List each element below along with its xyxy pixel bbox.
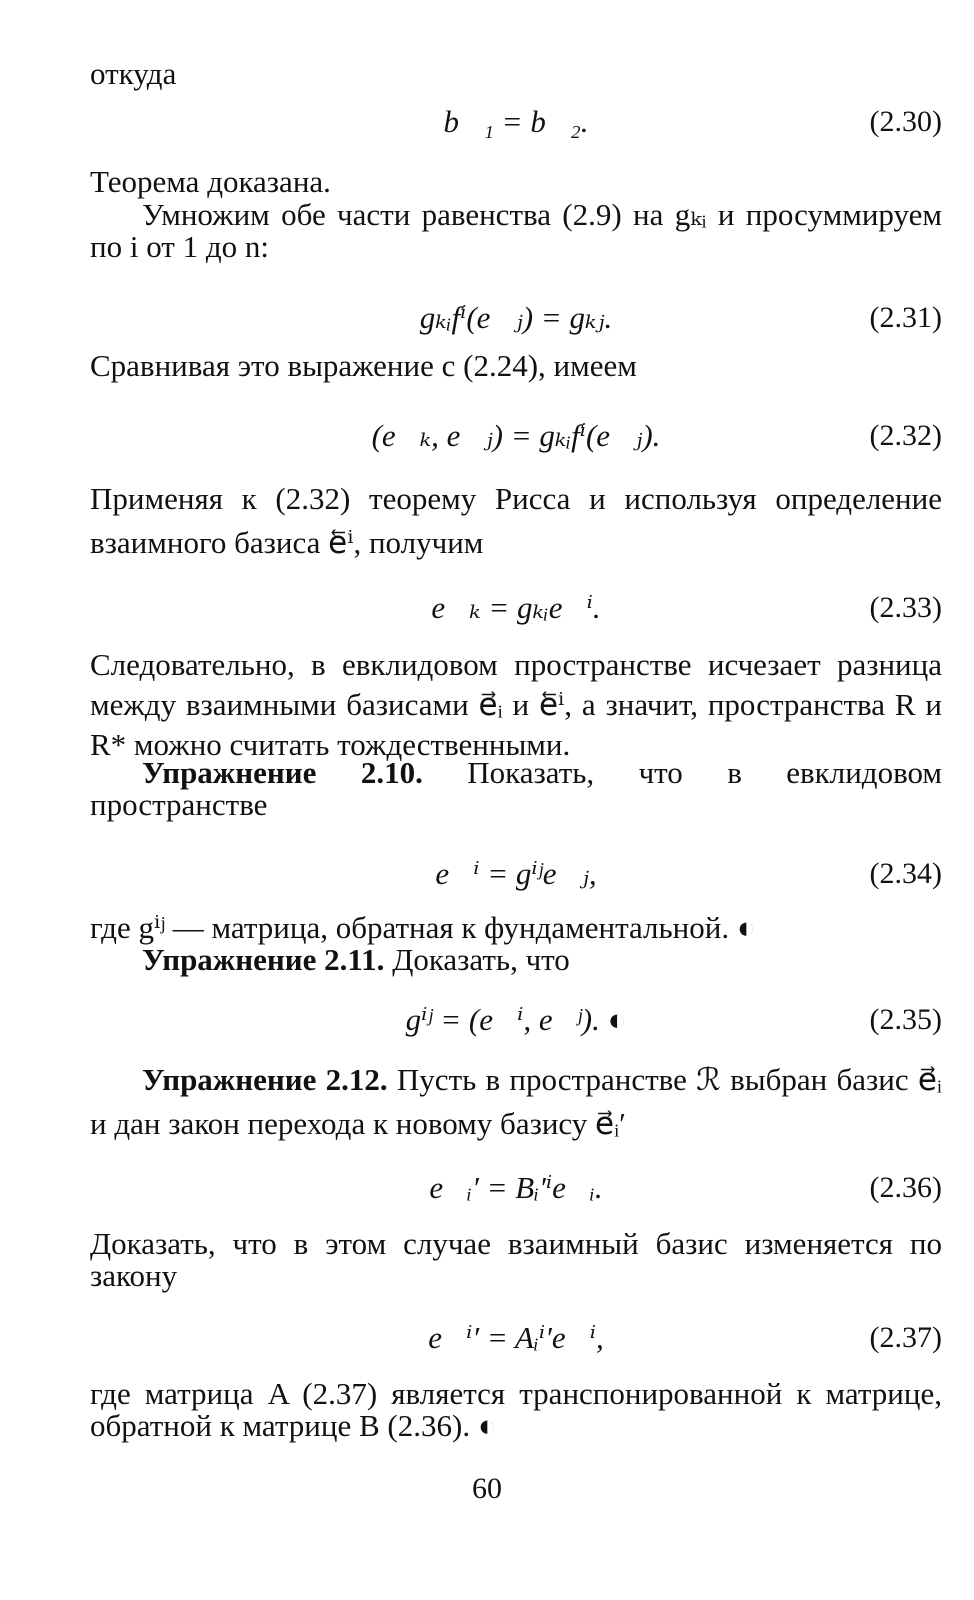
equation-formula: gⁱʲ = (e⃖ⁱ, e⃖ʲ). ◐ [405,1002,627,1037]
equation-2-30 [90,100,942,144]
text-paragraph: Применяя к (2.32) теорему Рисса и используя определение взаимного базиса e⃖ⁱ, получим [90,481,942,560]
equation-2-31 [90,296,942,340]
text-paragraph: Умножим обе части равенства (2.9) на gₖᵢ и просуммируем по i от 1 до n: [90,197,942,264]
exercise-label: Упражнение 2.11. [142,942,385,977]
exercise-text: Пусть в пространстве ℛ выбран базис e⃗ᵢ и дан закон перехода к новому базису e⃗ᵢ′ [90,1062,942,1141]
text-paragraph: Доказать, что в этом случае взаимный базис изменяется по закону [90,1226,942,1293]
text-paragraph: Теорема доказана. [90,164,331,199]
equation-2-36 [90,1166,942,1210]
equation-2-34 [90,852,942,896]
exercise-text: Показать, что в евклидовом пространстве [90,755,943,822]
page-number: 60 [472,1472,502,1505]
text-paragraph: откуда [90,56,177,91]
equation-number: (2.33) [869,591,942,624]
equation-formula: (e⃗ₖ, e⃗ⱼ) = gₖᵢfⁱ(e⃗ⱼ). [371,418,661,453]
equation-2-33 [90,586,942,630]
equation-formula: b⃗₁ = b⃗₂. [443,104,589,139]
exercise-label: Упражнение 2.10. [142,755,423,790]
exercise-2-11 [90,944,942,976]
equation-number: (2.32) [869,419,942,452]
equation-number: (2.35) [869,1003,942,1036]
equation-2-35 [90,998,942,1042]
exercise-text: Доказать, что [392,942,570,977]
equation-formula: e⃗ᵢ′ = Bᵢ′ⁱe⃗ᵢ. [429,1170,603,1205]
text-paragraph: где матрица A (2.37) является транспонированной к матрице, обратной к матрице B (2.36). ◐ [90,1376,942,1443]
exercise-2-10 [90,757,942,821]
exercise-2-12 [90,1058,942,1146]
equation-number: (2.34) [869,857,942,890]
exercise-label: Упражнение 2.12. [142,1062,388,1097]
equation-formula: gₖᵢfⁱ(e⃗ⱼ) = gₖⱼ. [419,300,613,335]
equation-formula: e⃖ⁱ′ = Aᵢⁱ′e⃖ⁱ, [428,1320,604,1355]
equation-2-37 [90,1316,942,1360]
equation-number: (2.36) [869,1171,942,1204]
equation-number: (2.30) [869,105,942,138]
equation-formula: e⃖ⁱ = gⁱʲe⃗ⱼ, [435,856,597,891]
text-paragraph: где gⁱʲ — матрица, обратная к фундаментальной. ◐ [90,910,756,945]
text-paragraph: Следовательно, в евклидовом пространстве исчезает разница между взаимными базисами e⃗ᵢ и e⃖ⁱ, а значит, пространства R и R* можно считать тождественными. [90,647,942,762]
equation-number: (2.37) [869,1321,942,1354]
equation-2-32 [90,414,942,458]
text-paragraph: Сравнивая это выражение с (2.24), имеем [90,348,637,383]
equation-formula: e⃗ₖ = gₖᵢe⃖ⁱ. [431,590,601,625]
equation-number: (2.31) [869,301,942,334]
